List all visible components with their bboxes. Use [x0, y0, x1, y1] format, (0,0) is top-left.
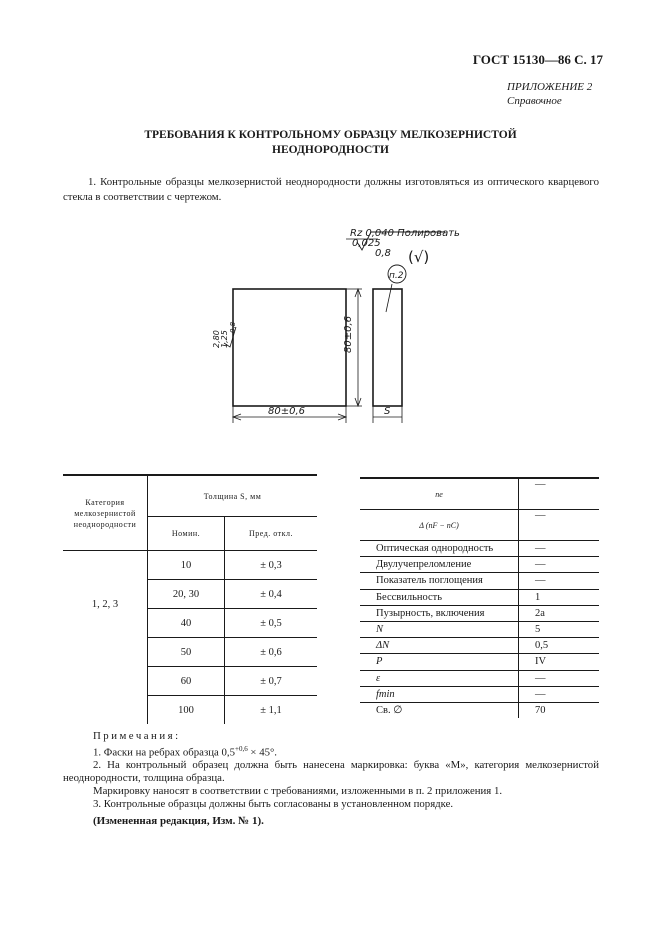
property-value: —	[519, 573, 600, 589]
s-dimension: S	[384, 406, 391, 417]
property-label: ΔN	[360, 638, 519, 654]
property-value: —	[519, 510, 600, 541]
property-label: ε	[360, 670, 519, 686]
property-label: Бессвильность	[360, 589, 519, 605]
property-label: Пузырность, включения	[360, 605, 519, 621]
property-value: 1	[519, 589, 600, 605]
property-value: 5	[519, 621, 600, 637]
dev-cell: ± 0,7	[225, 667, 318, 696]
nom-cell: 60	[148, 667, 225, 696]
side-rough-c: 0,8	[229, 321, 237, 333]
property-label: Δ (nF − nC)	[360, 510, 519, 541]
dev-cell: ± 0,3	[225, 551, 318, 580]
category-value: 1, 2, 3	[91, 599, 119, 610]
property-label: Оптическая однородность	[360, 541, 519, 557]
nom-cell: 50	[148, 638, 225, 667]
thickness-header: Толщина S, мм	[148, 475, 318, 517]
roughness-value: 0,8	[375, 248, 391, 259]
tolerance-note: 0,025	[352, 238, 381, 249]
property-value: —	[519, 670, 600, 686]
property-label: nе	[360, 478, 519, 510]
side-rough-a: 2,80	[212, 330, 221, 348]
marker-label: п.2	[389, 271, 404, 281]
dev-cell: ± 0,4	[225, 580, 318, 609]
note-2: 2. На контрольный образец должна быть нанесена маркировка: буква «М», категория мелкозернистой неоднородности, толщина образца.	[63, 759, 599, 784]
title-line-1: ТРЕБОВАНИЯ К КОНТРОЛЬНОМУ ОБРАЗЦУ МЕЛКОЗЕРНИСТОЙ	[144, 129, 517, 141]
note-1	[93, 743, 599, 759]
notes-heading: Примечания:	[93, 730, 181, 742]
note-3: 3. Контрольные образцы должны быть согласованы в установленном порядке.	[93, 797, 454, 810]
property-value: 70	[519, 702, 600, 718]
side-rough-b: 1,25	[220, 330, 229, 348]
property-value: 2а	[519, 605, 600, 621]
dev-header: Пред. откл.	[225, 517, 318, 551]
properties-table	[360, 477, 599, 718]
nom-cell: 100	[148, 696, 225, 725]
property-label: Св. ∅	[360, 702, 519, 718]
property-value: —	[519, 478, 600, 510]
title-line-2: НЕОДНОРОДНОСТИ	[272, 144, 389, 156]
property-label: N	[360, 621, 519, 637]
nom-header: Номин.	[148, 517, 225, 551]
height-dimension: 80±0,6	[343, 315, 354, 353]
width-dimension: 80±0,6	[268, 406, 306, 417]
property-label: Показатель поглощения	[360, 573, 519, 589]
property-value: 0,5	[519, 638, 600, 654]
note-2-marking: Маркировку наносят в соответствии с требованиями, изложенными в п. 2 приложения 1.	[93, 784, 503, 797]
property-value: —	[519, 686, 600, 702]
intro-paragraph: 1. Контрольные образцы мелкозернистой неоднородности должны изготовляться из оптического кварцевого стекла в соответствии с чертежом.	[63, 176, 599, 203]
property-label: P	[360, 654, 519, 670]
check-note: (√)	[408, 248, 430, 266]
dev-cell: ± 0,6	[225, 638, 318, 667]
dev-cell: ± 0,5	[225, 609, 318, 638]
page-header: ГОСТ 15130—86 С. 17	[472, 52, 603, 67]
nom-cell: 20, 30	[148, 580, 225, 609]
dev-cell: ± 1,1	[225, 696, 318, 725]
appendix-type: Справочное	[507, 95, 562, 107]
property-value: —	[519, 541, 600, 557]
notes-block	[63, 730, 599, 810]
sample-front-view	[233, 289, 346, 406]
note-1-superscript: +0,6	[235, 744, 248, 753]
property-label: Двулучепреломление	[360, 557, 519, 573]
nom-cell: 10	[148, 551, 225, 580]
property-label: fmin	[360, 686, 519, 702]
property-value: IV	[519, 654, 600, 670]
rz-note: Rz 0,040 Полировать	[350, 228, 460, 239]
edition-note: (Измененная редакция, Изм. № 1).	[93, 815, 264, 827]
note-1-text: 1. Фаски на ребрах образца 0,5	[93, 746, 235, 759]
appendix-number: ПРИЛОЖЕНИЕ 2	[507, 81, 593, 93]
note-1-tail: × 45°.	[247, 746, 278, 759]
thickness-table	[63, 474, 317, 724]
category-header: Категория мелкозернистой неоднородности	[63, 475, 148, 551]
property-value: —	[519, 557, 600, 573]
nom-cell: 40	[148, 609, 225, 638]
